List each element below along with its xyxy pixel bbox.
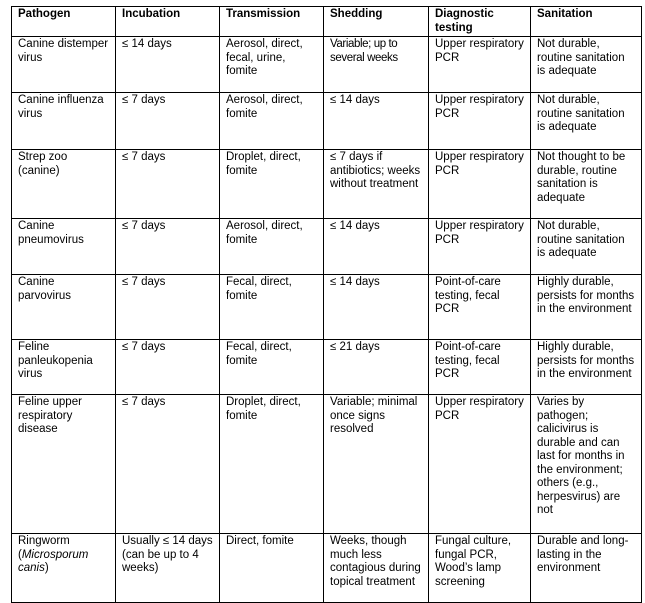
cell-pathogen: Canine influenza virus <box>12 93 116 150</box>
cell-sanitation: Varies by pathogen; calicivirus is durable and can last for months in the environment; others (e.g., herpesvirus) are not <box>531 395 642 534</box>
cell-incubation: Usually ≤ 14 days (can be up to 4 weeks) <box>116 534 220 603</box>
header-sanitation: Sanitation <box>531 7 642 37</box>
cell-diagnostic: Upper respiratory PCR <box>429 150 531 219</box>
cell-pathogen: Strep zoo (canine) <box>12 150 116 219</box>
header-transmission: Transmission <box>220 7 324 37</box>
cell-transmission: Aerosol, direct, fecal, urine, fomite <box>220 37 324 93</box>
cell-diagnostic: Upper respiratory PCR <box>429 37 531 93</box>
cell-diagnostic: Fungal culture, fungal PCR, Wood’s lamp screening <box>429 534 531 603</box>
cell-incubation: ≤ 7 days <box>116 275 220 340</box>
header-row <box>12 7 642 37</box>
cell-diagnostic: Upper respiratory PCR <box>429 219 531 275</box>
cell-diagnostic: Upper respiratory PCR <box>429 93 531 150</box>
cell-sanitation: Durable and long-lasting in the environment <box>531 534 642 603</box>
cell-incubation: ≤ 14 days <box>116 37 220 93</box>
table-row <box>12 37 642 93</box>
cell-pathogen: Canine distemper virus <box>12 37 116 93</box>
table-row <box>12 395 642 534</box>
cell-shedding: Variable; up to several weeks <box>324 37 429 93</box>
cell-sanitation: Not durable, routine sanitation is adequate <box>531 219 642 275</box>
cell-transmission: Aerosol, direct, fomite <box>220 93 324 150</box>
table-row <box>12 150 642 219</box>
cell-shedding: ≤ 14 days <box>324 93 429 150</box>
cell-pathogen <box>12 534 116 603</box>
pathogen-table <box>11 6 642 603</box>
pathogen-species-italic: Microsporum canis <box>18 548 89 574</box>
cell-incubation: ≤ 7 days <box>116 340 220 395</box>
cell-incubation: ≤ 7 days <box>116 150 220 219</box>
table-row <box>12 275 642 340</box>
header-shedding: Shedding <box>324 7 429 37</box>
header-pathogen: Pathogen <box>12 7 116 37</box>
cell-shedding: ≤ 7 days if antibiotics; weeks without treatment <box>324 150 429 219</box>
cell-transmission: Direct, fomite <box>220 534 324 603</box>
table-row <box>12 219 642 275</box>
header-diagnostic-testing: Diagnostic testing <box>429 7 531 37</box>
cell-transmission: Aerosol, direct, fomite <box>220 219 324 275</box>
cell-sanitation: Not durable, routine sanitation is adequate <box>531 93 642 150</box>
cell-pathogen: Feline panleukopenia virus <box>12 340 116 395</box>
cell-shedding: Variable; minimal once signs resolved <box>324 395 429 534</box>
table-row <box>12 340 642 395</box>
cell-transmission: Fecal, direct, fomite <box>220 275 324 340</box>
cell-shedding: ≤ 14 days <box>324 275 429 340</box>
cell-incubation: ≤ 7 days <box>116 219 220 275</box>
cell-sanitation: Highly durable, persists for months in the environment <box>531 340 642 395</box>
cell-diagnostic: Upper respiratory PCR <box>429 395 531 534</box>
cell-transmission: Fecal, direct, fomite <box>220 340 324 395</box>
cell-incubation: ≤ 7 days <box>116 395 220 534</box>
pathogen-name-suffix: ) <box>44 562 49 574</box>
cell-transmission: Droplet, direct, fomite <box>220 395 324 534</box>
table-row <box>12 534 642 603</box>
cell-shedding: ≤ 14 days <box>324 219 429 275</box>
cell-sanitation: Not thought to be durable, routine sanitation is adequate <box>531 150 642 219</box>
cell-diagnostic: Point-of-care testing, fecal PCR <box>429 275 531 340</box>
cell-sanitation: Not durable, routine sanitation is adequate <box>531 37 642 93</box>
cell-transmission: Droplet, direct, fomite <box>220 150 324 219</box>
cell-sanitation: Highly durable, persists for months in the environment <box>531 275 642 340</box>
cell-diagnostic: Point-of-care testing, fecal PCR <box>429 340 531 395</box>
header-incubation: Incubation <box>116 7 220 37</box>
pathogen-name-prefix: Ringworm ( <box>18 535 70 561</box>
cell-incubation: ≤ 7 days <box>116 93 220 150</box>
cell-pathogen: Feline upper respiratory disease <box>12 395 116 534</box>
cell-shedding: Weeks, though much less contagious during topical treatment <box>324 534 429 603</box>
cell-shedding: ≤ 21 days <box>324 340 429 395</box>
cell-pathogen: Canine pneumovirus <box>12 219 116 275</box>
cell-pathogen: Canine parvovirus <box>12 275 116 340</box>
table-row <box>12 93 642 150</box>
